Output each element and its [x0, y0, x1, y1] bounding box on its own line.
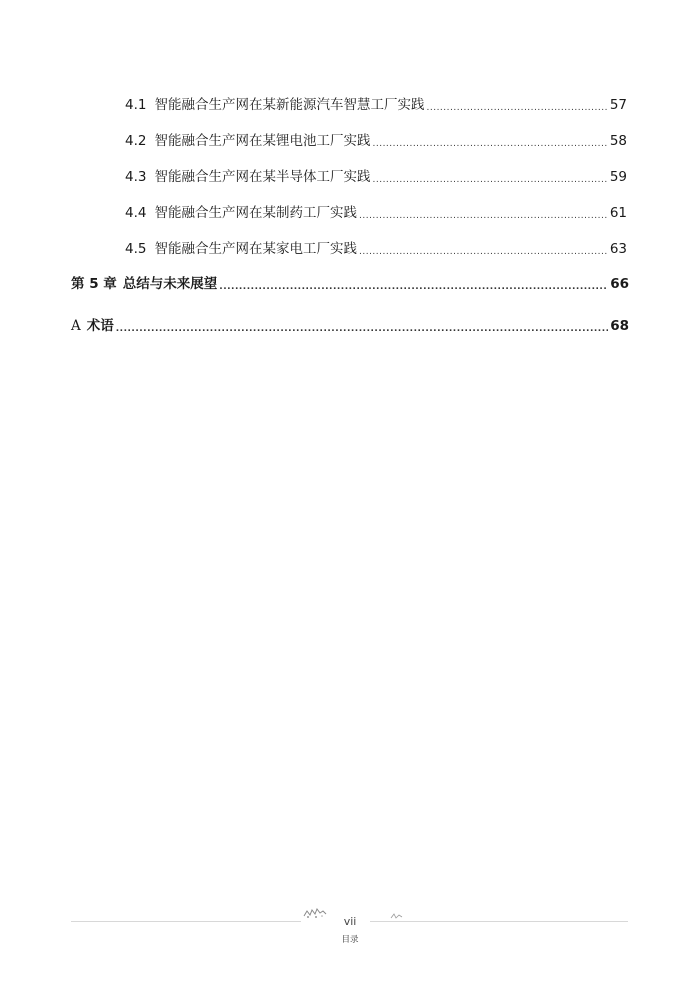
toc-entry-title: 智能融合生产网在某锂电池工厂实践	[154, 133, 371, 149]
toc-entry-page: 57	[609, 97, 627, 113]
toc-chapter-page: 66	[610, 276, 629, 292]
toc-entry-page: 58	[609, 133, 627, 149]
toc-entry-page: 63	[609, 241, 627, 257]
toc-entry-number: 4.4	[125, 205, 147, 221]
toc-entry-page: 61	[609, 205, 627, 221]
toc-entry-page: 59	[609, 169, 627, 185]
toc-leader-dots	[372, 173, 607, 187]
toc-leader-dots	[426, 101, 607, 115]
toc-entry-number: 4.3	[125, 169, 147, 185]
toc-entry-number: 4.2	[125, 133, 147, 149]
toc-entry-number: 4.1	[125, 97, 147, 113]
toc-appendix-a[interactable]	[71, 316, 629, 336]
toc-entry-4-1[interactable]	[125, 95, 627, 115]
toc-entry-title: 智能融合生产网在某制药工厂实践	[154, 205, 357, 221]
toc-appendix-letter: A	[71, 318, 81, 334]
toc-entry-number: 4.5	[125, 241, 147, 257]
toc-entry-title: 智能融合生产网在某家电工厂实践	[154, 241, 357, 257]
toc-entry-4-2[interactable]	[125, 131, 627, 151]
toc-entry-4-5[interactable]	[125, 239, 627, 259]
toc-leader-dots	[372, 137, 607, 151]
toc-entry-title: 智能融合生产网在某新能源汽车智慧工厂实践	[154, 97, 425, 113]
toc-leader-dots	[219, 280, 608, 294]
toc-chapter-title: 总结与未来展望	[122, 276, 218, 292]
toc-chapter-5[interactable]	[71, 274, 629, 294]
section-label: 目录	[341, 935, 359, 945]
toc-leader-dots	[116, 322, 608, 336]
toc-entry-4-4[interactable]	[125, 203, 627, 223]
toc-appendix-title: 术语	[86, 318, 114, 334]
page-number: vii	[343, 915, 357, 928]
toc-leader-dots	[359, 209, 608, 223]
toc-entry-title: 智能融合生产网在某半导体工厂实践	[154, 169, 371, 185]
toc-leader-dots	[359, 245, 608, 259]
toc-chapter-number: 第 5 章	[71, 276, 117, 292]
toc-entry-4-3[interactable]	[125, 167, 627, 187]
toc-appendix-page: 68	[610, 318, 629, 334]
